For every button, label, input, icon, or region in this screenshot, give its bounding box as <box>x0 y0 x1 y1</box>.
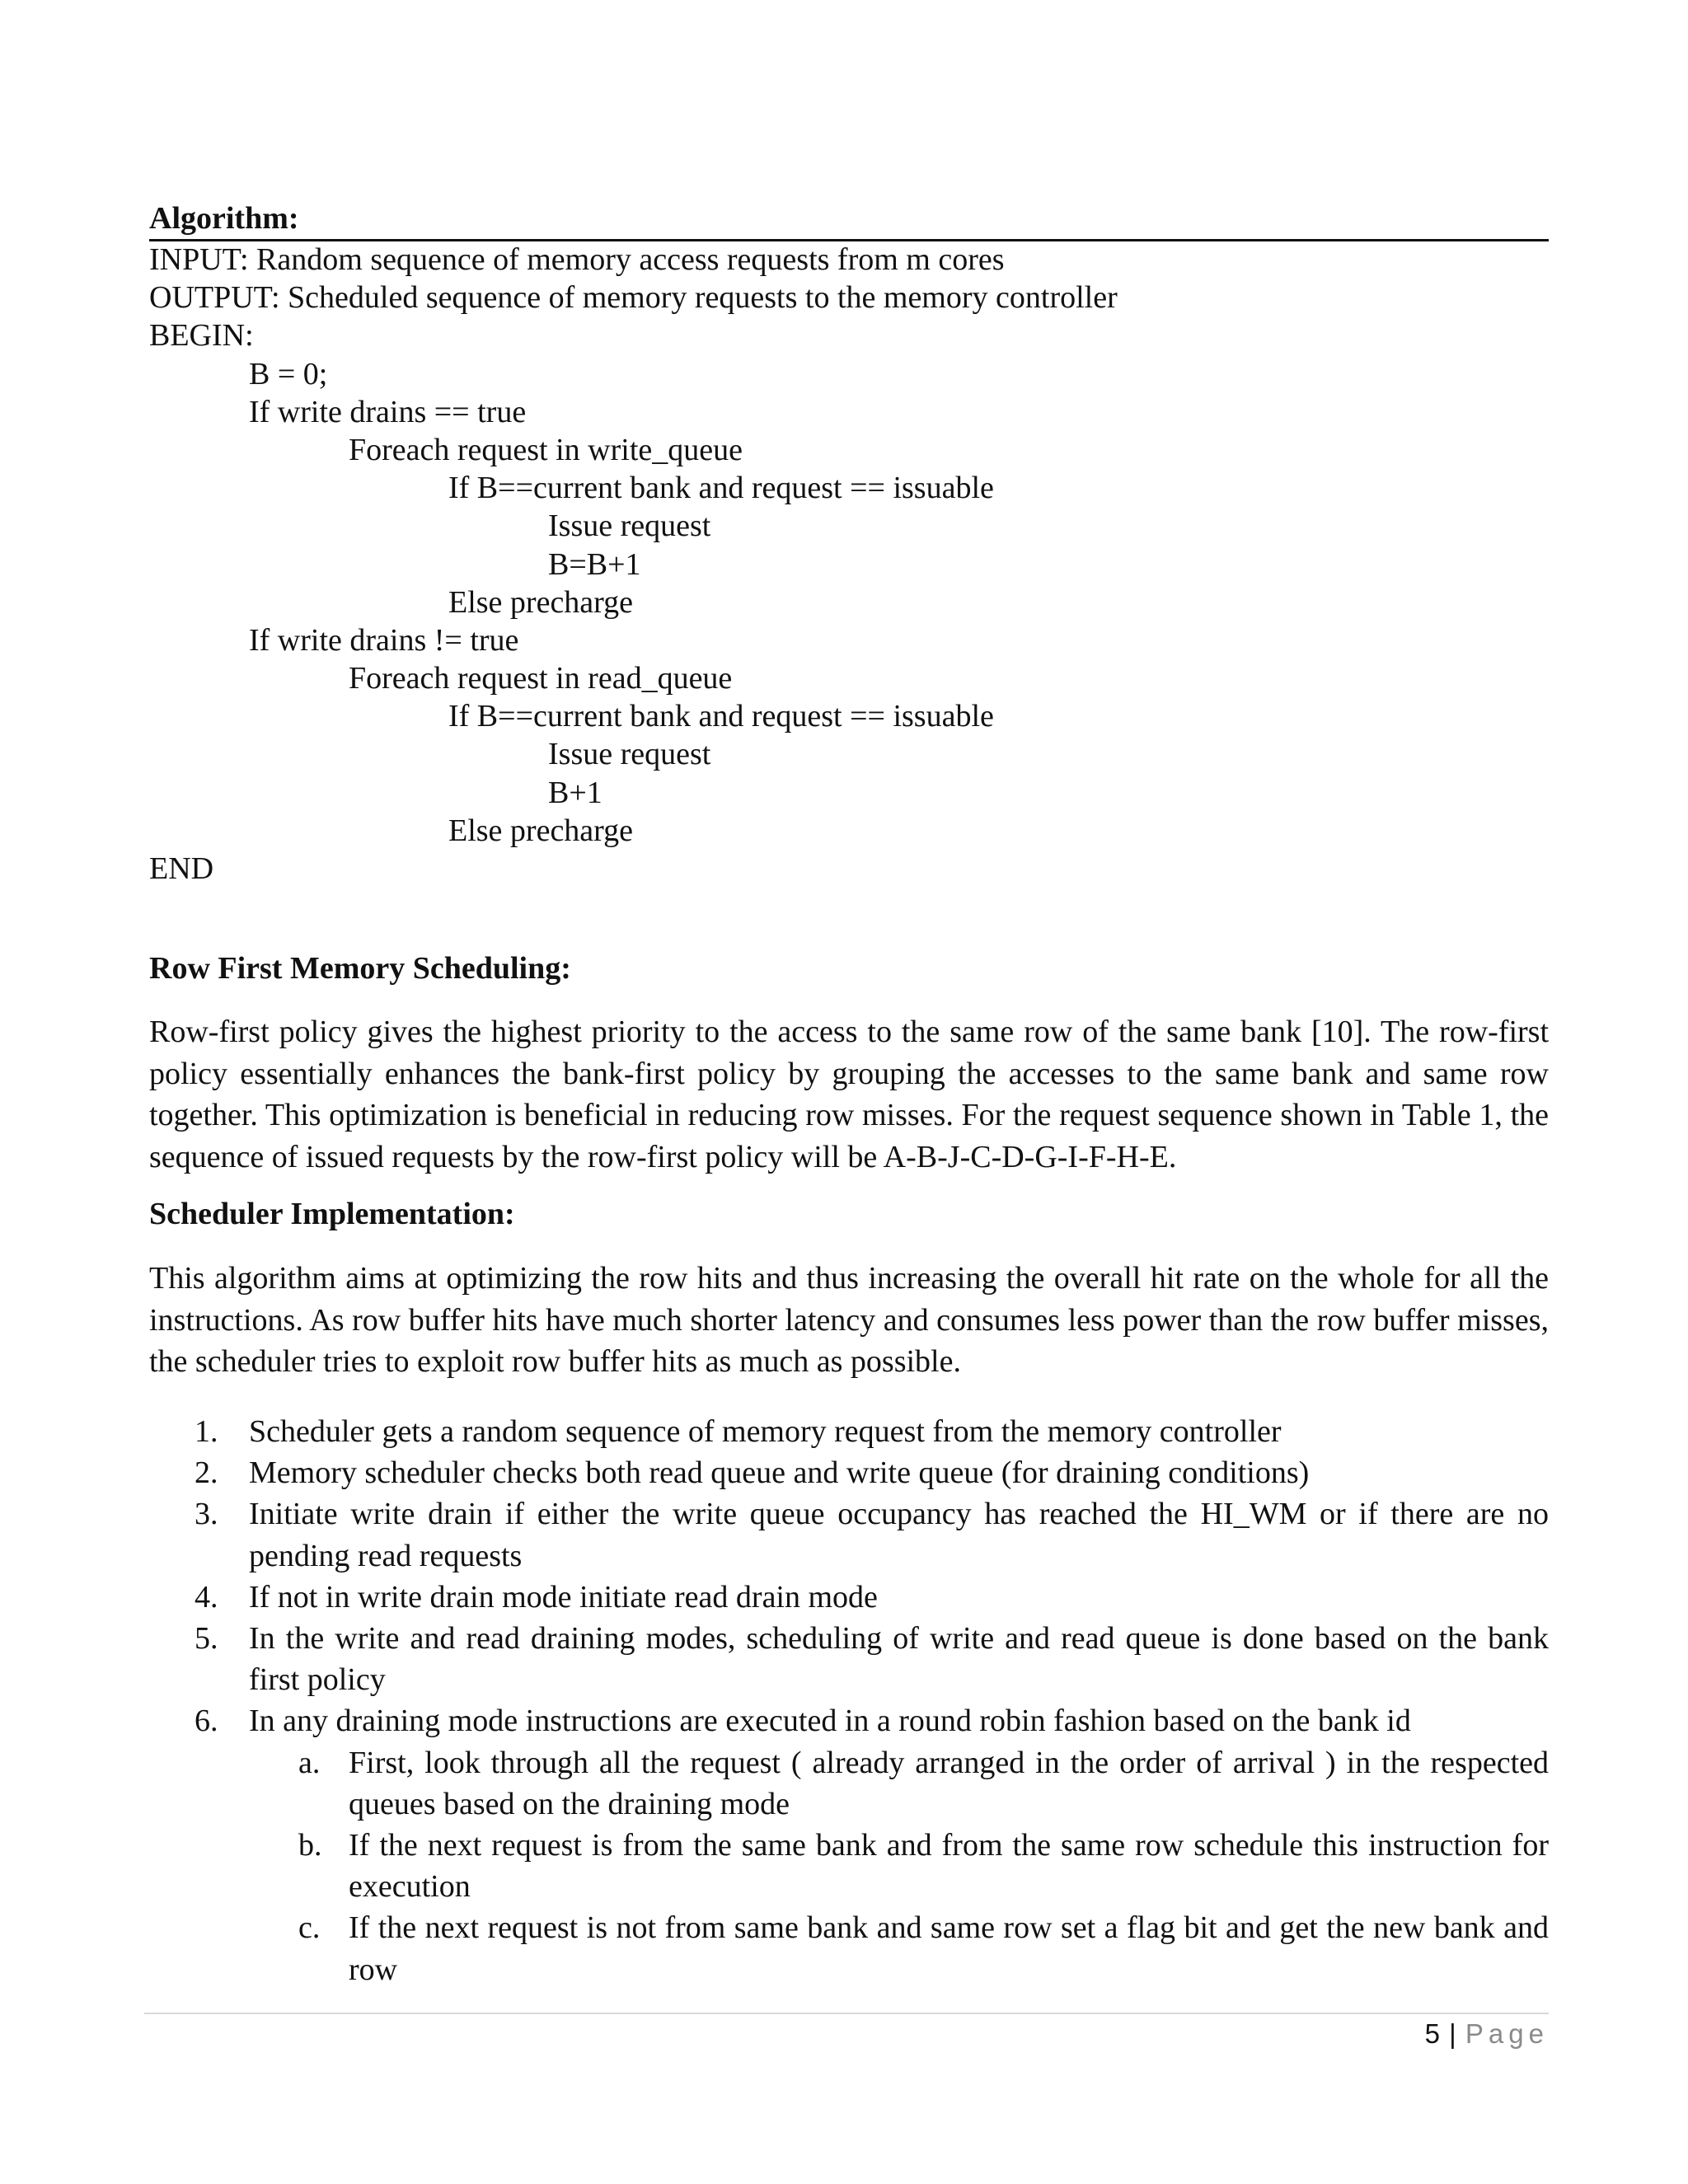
sub-list-item-text: If the next request is from the same bank and from the same row schedule this instruction for execution <box>349 1828 1549 1905</box>
algorithm-line: Else precharge <box>448 813 634 848</box>
algorithm-line: Foreach request in read_queue <box>349 661 733 696</box>
algorithm-line: B=B+1 <box>548 546 641 582</box>
list-item-text: In any draining mode instructions are executed in a round robin fashion based on the bank id <box>249 1704 1411 1739</box>
sub-list-item-text: If the next request is not from same bank and same row set a flag bit and get the new bank and row <box>349 1910 1549 1987</box>
list-item <box>149 1577 1549 1618</box>
algorithm-line: B = 0; <box>249 356 328 391</box>
algorithm-heading: Algorithm: <box>149 201 299 236</box>
list-item <box>149 1411 1549 1452</box>
list-number: 3. <box>195 1497 218 1532</box>
scheduler-paragraph: This algorithm aims at optimizing the row hits and thus increasing the overall hit rate on the whole for all the instructions. As row buffer hits have much shorter latency and consumes less power than the row buffer misses, the scheduler tries to exploit row buffer hits as much as possible. <box>149 1261 1549 1379</box>
sub-list-item-text: First, look through all the request ( already arranged in the order of arrival ) in the respected queues based on the draining mode <box>349 1745 1549 1821</box>
algorithm-line: If write drains != true <box>249 622 519 658</box>
list-item-text: Memory scheduler checks both read queue and write queue (for draining conditions) <box>249 1455 1310 1491</box>
algorithm-line: Foreach request in write_queue <box>349 432 743 467</box>
row-first-heading: Row First Memory Scheduling: <box>149 951 571 986</box>
list-item-text: If not in write drain mode initiate read drain mode <box>249 1579 878 1615</box>
sub-list-letter: c. <box>298 1910 321 1946</box>
list-number: 4. <box>195 1579 218 1615</box>
page-number: 5 <box>1424 2018 1441 2049</box>
algorithm-line: INPUT: Random sequence of memory access requests from m cores <box>149 242 1005 277</box>
list-number: 5. <box>195 1621 218 1657</box>
row-first-paragraph: Row-first policy gives the highest priority to the access to the same row of the same bank [10]. The row-first policy essentially enhances the bank-first policy by grouping the accesses to the same bank and same row together. This optimization is beneficial in reducing row misses. For the request sequence shown in Table 1, the sequence of issued requests by the row-first policy will be A-B-J-C-D-G-I-F-H-E. <box>149 1015 1549 1174</box>
algorithm-line: B+1 <box>548 775 603 810</box>
list-item-text: Initiate write drain if either the write queue occupancy has reached the HI_WM or if there are no pending read requests <box>249 1497 1549 1573</box>
list-item <box>149 1493 1549 1576</box>
algorithm-line: If write drains == true <box>249 394 527 429</box>
sub-list-letter: a. <box>298 1745 321 1780</box>
algorithm-line: Issue request <box>548 737 711 772</box>
footer-separator: | <box>1449 2018 1457 2049</box>
sub-list-item <box>149 1825 1549 1907</box>
algorithm-line: If B==current bank and request == issuable <box>448 471 994 506</box>
list-item <box>149 1452 1549 1493</box>
list-number: 2. <box>195 1455 218 1491</box>
algorithm-block <box>149 241 1549 888</box>
sub-list-letter: b. <box>298 1828 322 1863</box>
list-item <box>149 1618 1549 1700</box>
algorithm-line: Issue request <box>548 509 711 544</box>
footer-divider <box>144 2013 1549 2014</box>
list-item-text: Scheduler gets a random sequence of memory request from the memory controller <box>249 1414 1282 1449</box>
algorithm-line: END <box>149 851 214 886</box>
algorithm-line: OUTPUT: Scheduled sequence of memory requests to the memory controller <box>149 280 1118 316</box>
page-label: Page <box>1465 2018 1549 2049</box>
list-number: 6. <box>195 1704 218 1739</box>
list-item <box>149 1700 1549 1741</box>
scheduler-steps-list <box>149 1411 1549 1990</box>
page-footer <box>1425 2018 1549 2050</box>
algorithm-line: Else precharge <box>448 584 634 620</box>
list-number: 1. <box>195 1414 218 1449</box>
list-item-text: In the write and read draining modes, scheduling of write and read queue is done based on the bank first policy <box>249 1621 1549 1698</box>
sub-list-item <box>149 1907 1549 1990</box>
scheduler-heading: Scheduler Implementation: <box>149 1197 515 1231</box>
sub-list-item <box>149 1742 1549 1825</box>
algorithm-line: BEGIN: <box>149 318 254 354</box>
algorithm-line: If B==current bank and request == issuable <box>448 699 994 734</box>
